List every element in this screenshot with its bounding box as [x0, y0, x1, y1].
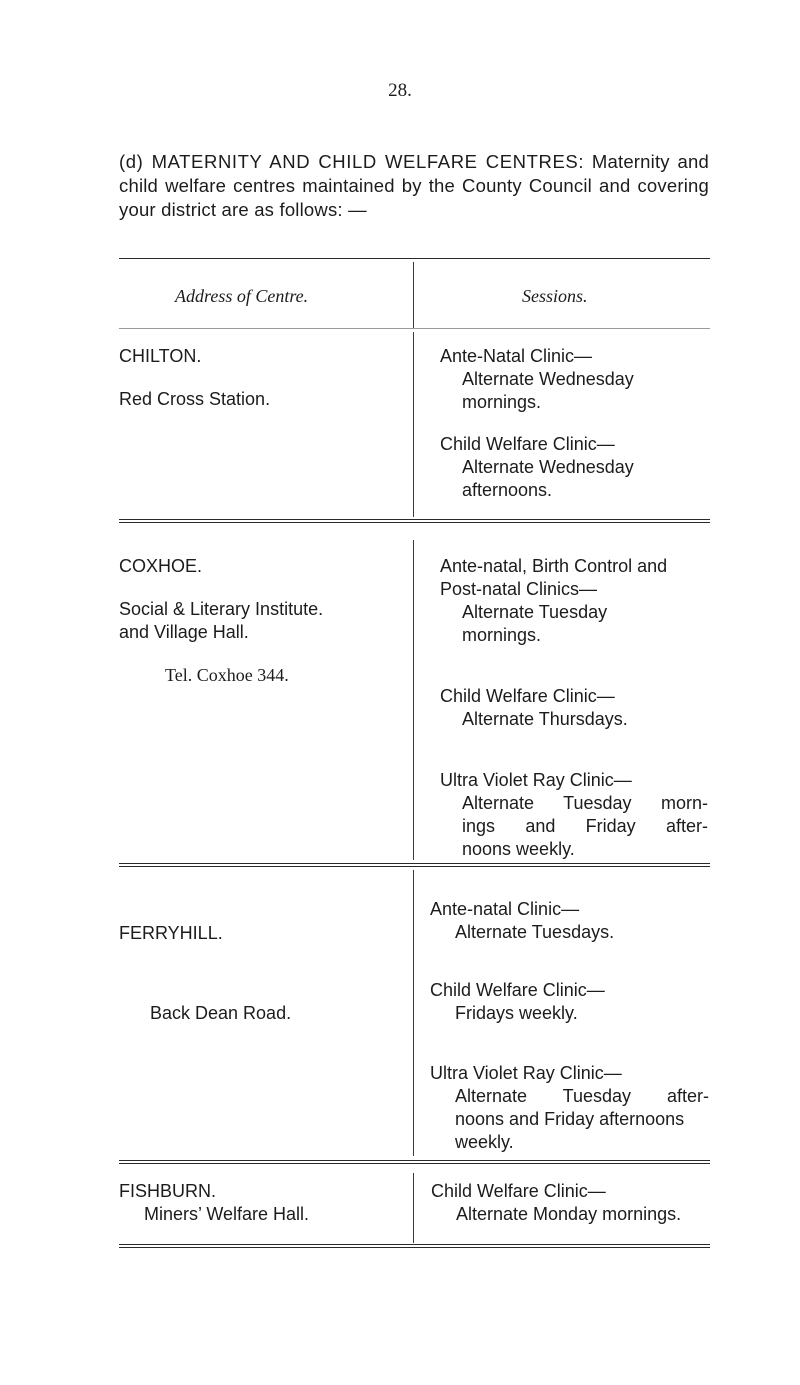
session-detail: mornings. — [462, 392, 542, 412]
table-row-coxhoe-sessions — [440, 555, 708, 861]
session-title: Child Welfare Clinic— — [430, 980, 605, 1000]
place-name: COXHOE. — [119, 556, 203, 576]
table-row-ferryhill-sessions — [430, 898, 709, 1154]
intro-paragraph — [119, 150, 709, 222]
column-divider — [413, 262, 414, 328]
session-detail: Alternate Tuesday after- — [455, 1086, 709, 1106]
session-detail: afternoons. — [462, 480, 553, 500]
session-detail: Alternate Thursdays. — [462, 709, 628, 729]
table-row-chilton-sessions — [440, 345, 634, 502]
session-detail: Alternate Tuesday — [462, 602, 608, 622]
session-detail: noons and Friday afternoons — [455, 1109, 685, 1129]
section-heading: (d) MATERNITY AND CHILD WELFARE CENTRES: — [119, 151, 585, 172]
table-row-chilton-address — [119, 345, 270, 411]
session-detail: noons weekly. — [462, 839, 575, 859]
place-name: FISHBURN. — [119, 1181, 217, 1201]
table-row-coxhoe-address — [119, 555, 323, 687]
session-title: Post-natal Clinics— — [440, 579, 598, 599]
column-divider — [413, 870, 414, 1156]
telephone-number: Tel. Coxhoe 344. — [165, 665, 289, 685]
intro-text: Maternity and child welfare centres maintained by the County Council and covering your district are as follows: — — [119, 151, 709, 220]
place-name: FERRYHILL. — [119, 923, 223, 943]
table-row-fishburn-sessions — [431, 1180, 681, 1226]
session-title: Ultra Violet Ray Clinic— — [440, 770, 632, 790]
row-divider-coxhoe — [119, 863, 710, 867]
session-title: Ante-natal Clinic— — [430, 899, 580, 919]
session-detail: ings and Friday after- — [462, 816, 708, 836]
session-title: Ante-natal, Birth Control and — [440, 556, 668, 576]
address-line: Back Dean Road. — [150, 1003, 292, 1023]
row-divider-ferryhill — [119, 1160, 710, 1164]
header-sessions: Sessions. — [522, 286, 588, 306]
column-divider — [413, 1173, 414, 1243]
session-title: Child Welfare Clinic— — [431, 1181, 606, 1201]
table-top-rule — [119, 258, 710, 259]
table-bottom-rule — [119, 1244, 710, 1248]
table-row-ferryhill-address-line — [150, 1002, 291, 1025]
session-detail: weekly. — [455, 1132, 514, 1152]
address-line: Red Cross Station. — [119, 389, 271, 409]
page-number: 28. — [388, 80, 412, 101]
row-divider-chilton — [119, 519, 710, 523]
address-line: Miners’ Welfare Hall. — [144, 1204, 310, 1224]
session-title: Ante-Natal Clinic— — [440, 346, 593, 366]
session-detail: Alternate Tuesdays. — [455, 922, 615, 942]
column-divider — [413, 332, 414, 517]
session-detail: Alternate Wednesday — [462, 369, 634, 389]
session-title: Child Welfare Clinic— — [440, 434, 615, 454]
session-title: Ultra Violet Ray Clinic— — [430, 1063, 622, 1083]
place-name: CHILTON. — [119, 346, 202, 366]
session-detail: Alternate Tuesday morn- — [462, 793, 708, 813]
session-detail: Alternate Monday mornings. — [456, 1204, 682, 1224]
address-line: and Village Hall. — [119, 622, 249, 642]
table-row-fishburn-address — [119, 1180, 309, 1226]
header-bottom-rule — [119, 328, 710, 329]
session-detail: Fridays weekly. — [455, 1003, 578, 1023]
header-address: Address of Centre. — [175, 286, 309, 306]
table-row-ferryhill-address — [119, 922, 223, 945]
session-detail: mornings. — [462, 625, 542, 645]
column-divider — [413, 540, 414, 860]
address-line: Social & Literary Institute. — [119, 599, 324, 619]
session-title: Child Welfare Clinic— — [440, 686, 615, 706]
session-detail: Alternate Wednesday — [462, 457, 634, 477]
